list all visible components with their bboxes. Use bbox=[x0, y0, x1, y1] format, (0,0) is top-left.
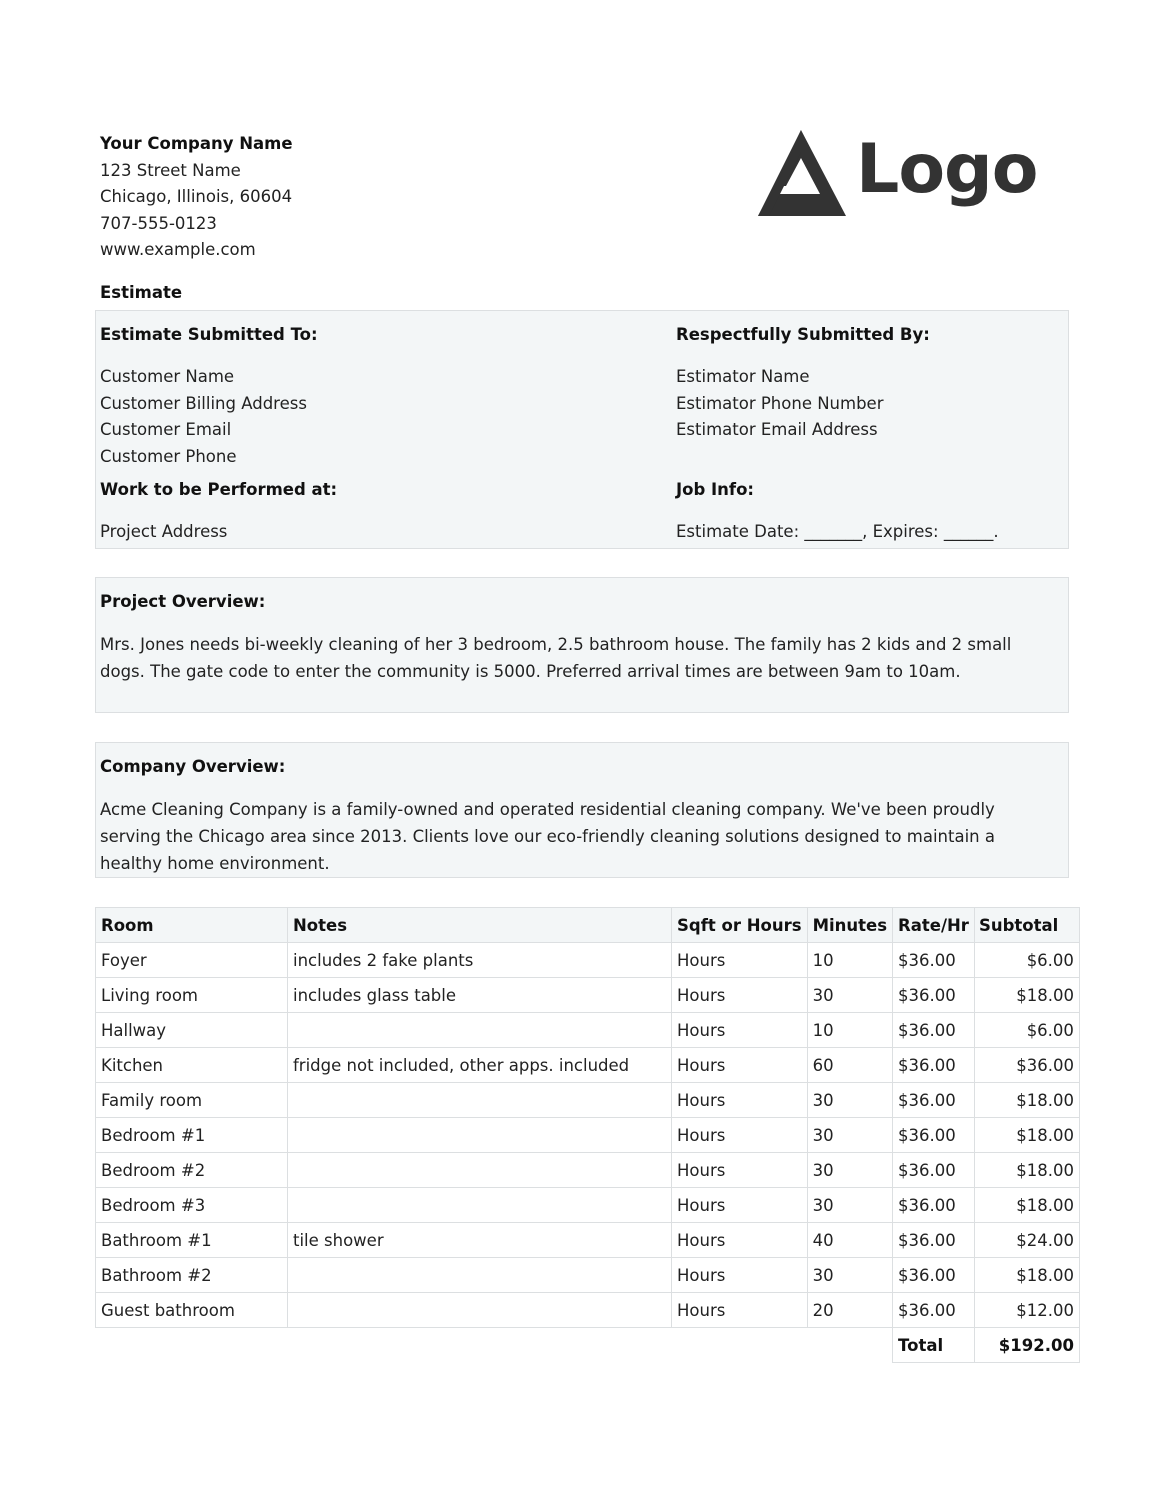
cell-subtotal: $18.00 bbox=[974, 1258, 1079, 1293]
cell-rate: $36.00 bbox=[893, 1118, 975, 1153]
table-row bbox=[96, 1153, 1080, 1188]
company-name: Your Company Name bbox=[100, 134, 293, 153]
cell-subtotal: $18.00 bbox=[974, 1188, 1079, 1223]
cell-notes bbox=[288, 1153, 672, 1188]
cell-notes bbox=[288, 1083, 672, 1118]
table-row bbox=[96, 1293, 1080, 1328]
company-info bbox=[100, 131, 293, 264]
company-logo bbox=[758, 128, 1048, 223]
cell-room: Living room bbox=[96, 978, 288, 1013]
cell-minutes: 30 bbox=[807, 978, 892, 1013]
header-sqft-or-hours: Sqft or Hours bbox=[672, 908, 808, 943]
cell-room: Bedroom #2 bbox=[96, 1153, 288, 1188]
cell-room: Foyer bbox=[96, 943, 288, 978]
cell-rate: $36.00 bbox=[893, 1223, 975, 1258]
cell-minutes: 30 bbox=[807, 1153, 892, 1188]
cell-minutes: 10 bbox=[807, 943, 892, 978]
customer-name: Customer Name bbox=[100, 367, 235, 386]
total-value: $192.00 bbox=[974, 1328, 1079, 1363]
cell-minutes: 60 bbox=[807, 1048, 892, 1083]
cell-room: Bedroom #1 bbox=[96, 1118, 288, 1153]
triangle-logo-icon bbox=[758, 128, 848, 218]
cell-subtotal: $18.00 bbox=[974, 1083, 1079, 1118]
project-overview-box bbox=[95, 577, 1069, 713]
cell-minutes: 10 bbox=[807, 1013, 892, 1048]
cell-rate: $36.00 bbox=[893, 1188, 975, 1223]
company-overview-text: Acme Cleaning Company is a family-owned and operated residential cleaning company. We've been proudly serving the Chicago area since 2013. Clients love our eco-friendly cleaning solutions designed to maintain a healthy home environment. bbox=[100, 800, 995, 873]
cell-unit: Hours bbox=[672, 943, 808, 978]
table-row bbox=[96, 943, 1080, 978]
project-overview-text: Mrs. Jones needs bi-weekly cleaning of her 3 bedroom, 2.5 bathroom house. The family has 2 kids and 2 small dogs. The gate code to enter the community is 5000. Preferred arrival times are between 9am to 10am. bbox=[100, 635, 1012, 681]
header-rate: Rate/Hr bbox=[893, 908, 975, 943]
table-row bbox=[96, 1048, 1080, 1083]
cell-room: Bathroom #1 bbox=[96, 1223, 288, 1258]
estimator-name: Estimator Name bbox=[676, 367, 810, 386]
cell-minutes: 20 bbox=[807, 1293, 892, 1328]
cell-rate: $36.00 bbox=[893, 1153, 975, 1188]
cell-subtotal: $6.00 bbox=[974, 1013, 1079, 1048]
cell-subtotal: $24.00 bbox=[974, 1223, 1079, 1258]
cell-subtotal: $12.00 bbox=[974, 1293, 1079, 1328]
cell-room: Kitchen bbox=[96, 1048, 288, 1083]
logo-text: Logo bbox=[856, 130, 1038, 209]
cell-unit: Hours bbox=[672, 1223, 808, 1258]
estimate-dates: Estimate Date: _______, Expires: ______. bbox=[676, 522, 999, 541]
work-location-heading: Work to be Performed at: bbox=[100, 480, 338, 499]
cell-rate: $36.00 bbox=[893, 1048, 975, 1083]
cell-subtotal: $6.00 bbox=[974, 943, 1079, 978]
customer-email: Customer Email bbox=[100, 420, 232, 439]
table-header-row bbox=[96, 908, 1080, 943]
cell-unit: Hours bbox=[672, 1258, 808, 1293]
job-info-heading: Job Info: bbox=[676, 480, 755, 499]
cell-minutes: 30 bbox=[807, 1188, 892, 1223]
total-row-spacer bbox=[96, 1328, 893, 1363]
project-address: Project Address bbox=[100, 522, 228, 541]
cell-rate: $36.00 bbox=[893, 978, 975, 1013]
header-subtotal: Subtotal bbox=[974, 908, 1079, 943]
company-overview-box bbox=[95, 742, 1069, 878]
cell-rate: $36.00 bbox=[893, 943, 975, 978]
table-row bbox=[96, 1013, 1080, 1048]
cell-unit: Hours bbox=[672, 1083, 808, 1118]
cell-unit: Hours bbox=[672, 1293, 808, 1328]
cell-rate: $36.00 bbox=[893, 1013, 975, 1048]
cell-unit: Hours bbox=[672, 1048, 808, 1083]
header-minutes: Minutes bbox=[807, 908, 892, 943]
cell-room: Bathroom #2 bbox=[96, 1258, 288, 1293]
cell-subtotal: $18.00 bbox=[974, 1153, 1079, 1188]
company-street: 123 Street Name bbox=[100, 160, 241, 180]
cell-rate: $36.00 bbox=[893, 1258, 975, 1293]
cell-unit: Hours bbox=[672, 1118, 808, 1153]
company-phone: 707-555-0123 bbox=[100, 213, 217, 233]
table-row bbox=[96, 1188, 1080, 1223]
cell-minutes: 30 bbox=[807, 1258, 892, 1293]
cell-notes bbox=[288, 1293, 672, 1328]
company-website: www.example.com bbox=[100, 240, 256, 260]
cell-unit: Hours bbox=[672, 1188, 808, 1223]
cell-notes bbox=[288, 1188, 672, 1223]
total-label: Total bbox=[893, 1328, 975, 1363]
project-overview-heading: Project Overview: bbox=[100, 592, 266, 611]
cell-unit: Hours bbox=[672, 978, 808, 1013]
cell-notes bbox=[288, 1118, 672, 1153]
cell-subtotal: $18.00 bbox=[974, 978, 1079, 1013]
cell-room: Guest bathroom bbox=[96, 1293, 288, 1328]
cell-notes: tile shower bbox=[288, 1223, 672, 1258]
cell-room: Bedroom #3 bbox=[96, 1188, 288, 1223]
estimate-info-box bbox=[95, 310, 1069, 549]
table-row bbox=[96, 1258, 1080, 1293]
cell-rate: $36.00 bbox=[893, 1293, 975, 1328]
estimator-phone: Estimator Phone Number bbox=[676, 394, 884, 413]
submitted-by-heading: Respectfully Submitted By: bbox=[676, 325, 930, 344]
cell-minutes: 30 bbox=[807, 1118, 892, 1153]
customer-phone: Customer Phone bbox=[100, 447, 237, 466]
table-row bbox=[96, 1083, 1080, 1118]
estimator-email: Estimator Email Address bbox=[676, 420, 878, 439]
table-row bbox=[96, 1223, 1080, 1258]
table-body bbox=[96, 943, 1080, 1363]
cell-subtotal: $18.00 bbox=[974, 1118, 1079, 1153]
cell-notes bbox=[288, 1013, 672, 1048]
cell-unit: Hours bbox=[672, 1013, 808, 1048]
cell-rate: $36.00 bbox=[893, 1083, 975, 1118]
cell-notes: includes glass table bbox=[288, 978, 672, 1013]
cell-room: Family room bbox=[96, 1083, 288, 1118]
total-row bbox=[96, 1328, 1080, 1363]
header-room: Room bbox=[96, 908, 288, 943]
cell-notes bbox=[288, 1258, 672, 1293]
table-row bbox=[96, 1118, 1080, 1153]
cell-unit: Hours bbox=[672, 1153, 808, 1188]
cell-minutes: 40 bbox=[807, 1223, 892, 1258]
estimate-line-items-table bbox=[95, 907, 1080, 1363]
cell-minutes: 30 bbox=[807, 1083, 892, 1118]
cell-room: Hallway bbox=[96, 1013, 288, 1048]
company-city-state-zip: Chicago, Illinois, 60604 bbox=[100, 187, 293, 207]
table-row bbox=[96, 978, 1080, 1013]
cell-subtotal: $36.00 bbox=[974, 1048, 1079, 1083]
cell-notes: includes 2 fake plants bbox=[288, 943, 672, 978]
header-notes: Notes bbox=[288, 908, 672, 943]
submitted-to-heading: Estimate Submitted To: bbox=[100, 325, 318, 344]
customer-billing-address: Customer Billing Address bbox=[100, 394, 307, 413]
company-overview-heading: Company Overview: bbox=[100, 757, 286, 776]
document-title: Estimate bbox=[100, 283, 183, 302]
cell-notes: fridge not included, other apps. included bbox=[288, 1048, 672, 1083]
